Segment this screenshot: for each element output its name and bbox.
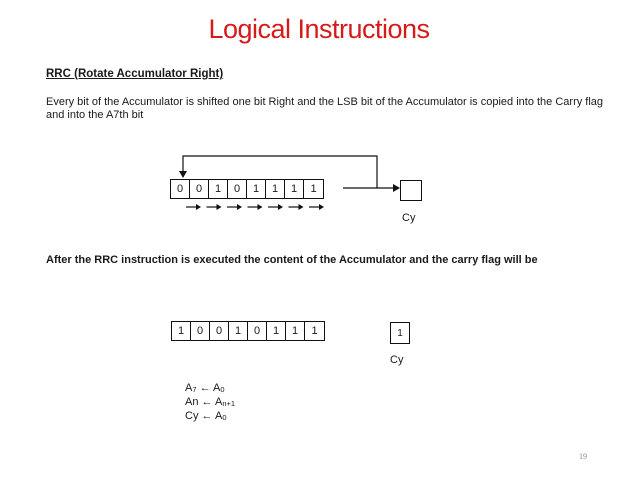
after-bit-2: 0 (210, 322, 229, 340)
formula-row: An ← $A_{n+1}$ (185, 396, 236, 408)
shift-arrowhead-6 (319, 204, 324, 210)
loop-arrowhead (179, 171, 187, 178)
carry-box-before (400, 180, 422, 201)
left-arrow-icon: ← (198, 410, 215, 422)
shift-arrowhead-0 (196, 204, 201, 210)
formula-block (185, 382, 235, 424)
description-text: Every bit of the Accumulator is shifted one bit Right and the LSB bit of the Accumulator is copied into the Carry flag and into the A7th bit (46, 96, 604, 121)
shift-arrowhead-2 (237, 204, 242, 210)
shift-arrowhead-5 (299, 204, 304, 210)
after-bit-3: 1 (229, 322, 248, 340)
after-bit-0: 1 (172, 322, 191, 340)
before-bit-4: 1 (247, 180, 266, 198)
to-carry-arrowhead (393, 184, 400, 192)
accumulator-before (170, 179, 324, 199)
before-bit-5: 1 (266, 180, 285, 198)
formula-row: $A_7$ ← $A_0$ (185, 382, 225, 394)
after-bit-4: 0 (248, 322, 267, 340)
carry-box-after: 1 (390, 322, 410, 344)
left-arrow-icon: ← (196, 382, 214, 394)
slide-title: Logical Instructions (208, 14, 430, 44)
accumulator-after (171, 321, 325, 341)
before-bit-7: 1 (310, 183, 317, 195)
section-heading: RRC (Rotate Accumulator Right) (46, 68, 224, 80)
before-bit-6: 1 (285, 180, 304, 198)
result-text: After the RRC instruction is executed the content of the Accumulator and the carry flag will be (46, 254, 538, 266)
before-bit-3: 0 (228, 180, 247, 198)
page-number: 19 (579, 452, 587, 461)
left-arrow-icon: ← (198, 396, 215, 408)
after-bit-1: 0 (191, 322, 210, 340)
shift-arrowhead-1 (217, 204, 222, 210)
before-bit-0: 0 (171, 180, 190, 198)
before-bit-1: 0 (190, 180, 209, 198)
carry-label-after: Cy (390, 354, 404, 366)
shift-arrowhead-3 (258, 204, 263, 210)
after-bit-6: 1 (286, 322, 305, 340)
before-bit-2: 1 (209, 180, 228, 198)
formula-row: Cy ← $A_0$ (185, 410, 227, 422)
after-bit-7: 1 (311, 325, 318, 337)
carry-label-before: Cy (402, 212, 416, 224)
after-bit-5: 1 (267, 322, 286, 340)
shift-arrowhead-4 (278, 204, 283, 210)
shift-arrows (186, 204, 324, 210)
